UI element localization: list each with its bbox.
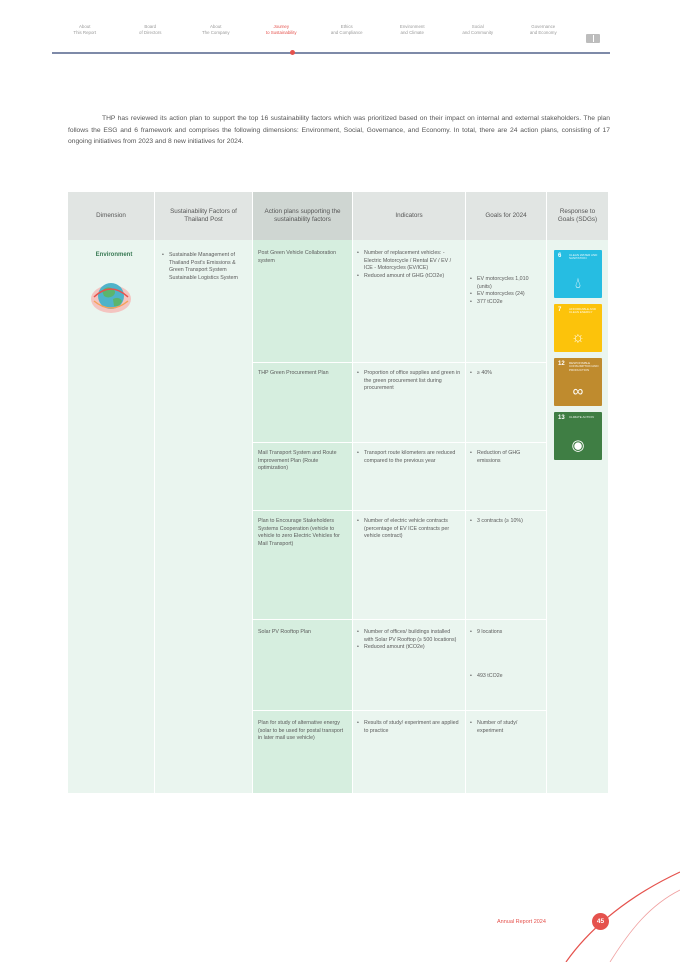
sdg-title: AFFORDABLE AND CLEAN ENERGY: [569, 307, 597, 315]
row-separator: [253, 710, 546, 711]
page-number: 45: [592, 913, 609, 930]
eye-globe-icon: ◉: [571, 437, 585, 454]
infinity-icon: ∞: [572, 383, 584, 400]
sdg-number: 13: [558, 415, 565, 421]
indicator-item: • Proportion of office supplies and green in the green procurement list during procurement: [357, 370, 461, 393]
goal-cell-3: [470, 450, 544, 465]
row-separator: [253, 362, 546, 363]
intro-paragraph: THP has reviewed its action plan to support the top 16 sustainability factors which was prioritized based on their impact on internal and external stakeholders. The plan follows the ESG and 6 framework and comprises the following dimensions: Environment, Social, Governance, and Economy. In total, there are 24 action plans, consisting of 17 ongoing initiatives from 2023 and 8 new initiatives for 2024.: [68, 115, 610, 145]
dimension-label: Environment: [95, 252, 133, 258]
footer-report-title: Annual Report 2024: [497, 919, 546, 925]
header-indicators: Indicators: [353, 192, 465, 240]
indicator-cell-4: [357, 518, 461, 541]
sdg-number: 6: [558, 253, 562, 259]
indicator-item: • Reduced amount of GHG (tCO2e): [357, 273, 461, 281]
indicator-cell-2: [357, 370, 461, 393]
goal-cell-6: [470, 720, 544, 735]
indicator-item: • Number of electric vehicle contracts (percentage of EV ICE contracts per vehicle contract): [357, 518, 461, 541]
factor-cell: [162, 252, 248, 282]
top-navigation: [52, 22, 610, 52]
nav-item-social[interactable]: Social and Community: [462, 24, 494, 35]
indicator-item: • Results of study/ experiment are applied to practice: [357, 720, 461, 735]
indicator-item: • Reduced amount (tCO2e): [357, 644, 461, 652]
nav-book-button[interactable]: [576, 22, 610, 52]
action-cell-6: Plan for study of alternative energy (solar to be used for postal transport in later mail use vehicle): [258, 720, 344, 742]
indicator-item: • Transport route kilometers are reduced compared to the previous year: [357, 450, 461, 465]
sdg-title: CLEAN WATER AND SANITATION: [569, 253, 598, 261]
sdg-number: 12: [558, 361, 565, 367]
nav-item-board[interactable]: Board of Directors: [139, 24, 162, 35]
sdg-title: CLIMATE ACTION: [569, 415, 594, 419]
header-action-plans: Action plans supporting the sustainability factors: [253, 192, 352, 240]
factor-text: • Sustainable Management of Thailand Post's Emissions & Green Transport System Sustainable Logistics System: [162, 252, 248, 282]
goal-item: • Reduction of GHG emissions: [470, 450, 544, 465]
goal-item: • EV motorcycles (24): [470, 291, 544, 299]
sdg-number: 7: [558, 307, 562, 313]
header-dimension: Dimension: [68, 192, 154, 240]
row-separator: [253, 442, 546, 443]
action-cell-1: Post Green Vehicle Collaboration system: [258, 250, 337, 264]
goal-cell-5: [470, 629, 544, 680]
col-dimension-bg: [68, 240, 154, 793]
indicator-item: • Number of replacement vehicles: - Electric Motorcycle / Rental EV / EV / ICE - Motorcycles (EV/ICE): [357, 250, 461, 273]
action-cell-4: Plan to Encourage Stakeholders Systems Cooperation (vehicle to vehicle to zero Electric Vehicles for Mail Transport): [258, 518, 340, 547]
action-cell-2: THP Green Procurement Plan: [258, 370, 329, 376]
action-plan-table: [68, 192, 608, 793]
goal-item: • 3 contracts (≥ 10%): [470, 518, 544, 526]
indicator-cell-1: [357, 250, 461, 280]
nav-active-indicator: [290, 50, 295, 55]
action-cell-5: Solar PV Rooftop Plan: [258, 629, 311, 635]
sdg-7-tile: [554, 304, 602, 352]
sdg-13-tile: [554, 412, 602, 460]
sdg-12-tile: [554, 358, 602, 406]
goal-item: • 9 locations: [470, 629, 544, 637]
nav-item-environment[interactable]: Environment and Climate: [399, 24, 425, 35]
nav-item-sustainability[interactable]: Journey to Sustainability: [265, 24, 297, 35]
indicator-cell-3: [357, 450, 461, 465]
sdg-6-tile: [554, 250, 602, 298]
indicator-item: • Number of offices/ buildings installed with Solar PV Rooftop (≥ 500 locations): [357, 629, 461, 644]
goal-cell-4: [470, 518, 544, 526]
sdg-title: RESPONSIBLE CONSUMPTION AND PRODUCTION: [569, 361, 599, 372]
nav-item-governance[interactable]: Governance and Economy: [529, 24, 557, 35]
nav-item-about-company[interactable]: About The Company: [201, 24, 230, 35]
header-sdgs: Response to Goals (SDGs): [547, 192, 608, 240]
nav-item-about-report[interactable]: About This Report: [73, 24, 97, 35]
goal-item: • Number of study/ experiment: [470, 720, 544, 735]
goal-item: • EV motorcycles 1,010 (units): [470, 276, 544, 291]
book-icon: [586, 34, 600, 43]
col-factor-bg: [155, 240, 252, 793]
goal-cell-1: [470, 276, 544, 306]
water-drop-icon: 💧︎: [574, 275, 581, 292]
goal-item: • ≥ 40%: [470, 370, 544, 378]
sun-icon: ☼: [571, 329, 585, 346]
action-cell-3: Mail Transport System and Route Improvement Plan (Route optimization): [258, 450, 337, 472]
nav-item-ethics[interactable]: Ethics and Compliance: [330, 24, 363, 35]
indicator-cell-6: [357, 720, 461, 735]
header-goals: Goals for 2024: [466, 192, 546, 240]
goal-item: • 377 tCO2e: [470, 299, 544, 307]
indicator-cell-5: [357, 629, 461, 652]
nav-progress-bar: [52, 52, 610, 54]
row-separator: [253, 619, 546, 620]
goal-cell-2: [470, 370, 544, 378]
goal-item: • 493 tCO2e: [470, 673, 544, 681]
header-factors: Sustainability Factors of Thailand Post: [155, 192, 252, 240]
row-separator: [253, 510, 546, 511]
environment-globe-icon: [88, 275, 134, 319]
